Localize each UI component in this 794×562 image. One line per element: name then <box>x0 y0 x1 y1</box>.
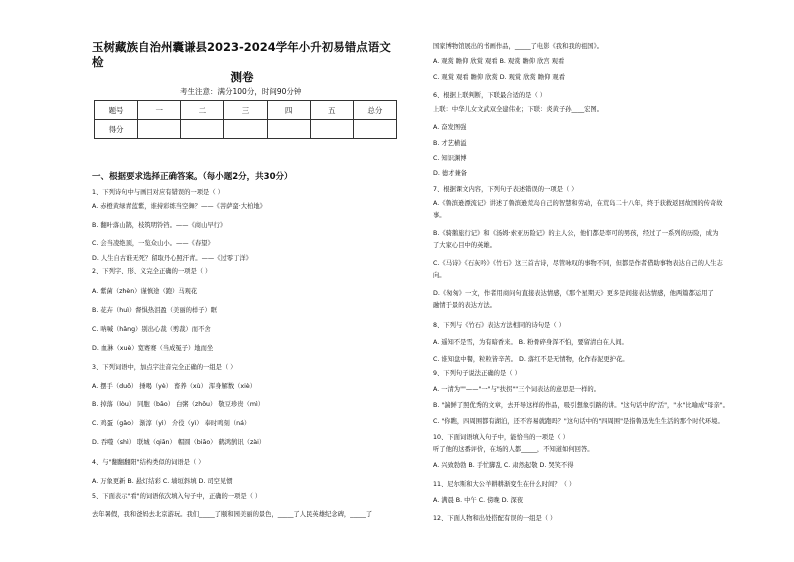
question-line: B.《骑鹅旅行记》和《汤姆·索亚历险记》的主人公，他们都是率可的男孩，经过了一系列的历险，成为 <box>433 230 719 237</box>
score-header-cell: 四 <box>267 101 310 120</box>
question-line: 5、下面表示"看"的词语依次填入句子中，正确的一项是（ ） <box>92 493 262 500</box>
question-line: 7、根据课文内容，下列句子表述错误的一项是（ ） <box>433 186 578 193</box>
question-line: 3、下列词语中，加点字注音完全正确的一组是（ ） <box>92 364 237 371</box>
question-line: D. 血淋（xuè）宽赛赛（当成冤子）地而坐 <box>92 345 214 352</box>
question-line: C.《马诗》《石灰吟》《竹石》这三首古诗，尽管咏叹的事物不同，但都是作者借助事物表达自己的人生志 <box>433 260 723 267</box>
question-line: A. 观赏 瞻仰 欣赏 观看 B. 观赏 瞻仰 欣宫 观看 <box>433 58 565 65</box>
question-line: A. 赤橙黄绿青蓝紫，谁持彩练当空舞？——《菩萨蛮·大柏地》 <box>92 203 266 210</box>
score-table-header-row <box>95 101 397 120</box>
question-line: C. 观赏 观看 瞻仰 欣赏 D. 观赏 欣赏 瞻仰 观看 <box>433 74 566 81</box>
question-line: C. 呐喊（hǎng）别出心裁（剪裁）而不舍 <box>92 326 211 333</box>
score-header-cell: 总分 <box>353 101 396 120</box>
question-line: A. 万象更新 B. 悬灯结彩 C. 墙垣斜填 D. 司空见惯 <box>92 478 233 485</box>
question-line: 了大家心目中的英雄。 <box>433 242 496 249</box>
score-cell[interactable] <box>310 120 353 139</box>
right-page <box>397 0 794 562</box>
question-line: 6、根据上联判断，下联最合适的是（ ） <box>433 92 547 99</box>
question-line: A. 满晨 B. 中午 C. 傍晚 D. 深夜 <box>433 497 524 504</box>
exam-notice: 考生注意：满分100分，时间90分钟 <box>180 87 302 96</box>
question-line: 11、尼尔斯和大公羊耕耕渐变生在什么时间？（ ） <box>433 481 576 488</box>
page-title <box>92 40 392 85</box>
question-line: C. "你瞧，四周围都有湖泊，还不容易就跑吗？"这句话中的"四周围"是指鲁迅先生生活的那个时代环境。 <box>433 418 724 425</box>
title-line-1: 玉树藏族自治州囊谦县2023-2024学年小升初易错点语文检 <box>92 40 391 69</box>
question-line: B. "湍鲜了照优秀的文章，去开导这样的作品，吸引想象引路的讲。"这句话中的"活"，"水"比喻成"母亲"。 <box>433 402 729 409</box>
question-line: C. 知识渊博 <box>433 155 467 162</box>
question-line: B. 花卉（huì）督惧热泪盈（美丽的样子）眶 <box>92 307 218 314</box>
score-cell[interactable] <box>224 120 267 139</box>
question-line: 4、与"翻翻翻阳"结构类似的词语是（ ） <box>92 459 205 466</box>
question-line: 12、下面人物和出处搭配有误的一组是（ ） <box>433 515 557 522</box>
question-line: A. 摆手（duō） 捶喝（yè） 畜养（xù） 浑身解数（xiè） <box>92 383 257 390</box>
score-table <box>94 100 397 139</box>
score-header-cell: 二 <box>181 101 224 120</box>
score-header-cell: 五 <box>310 101 353 120</box>
score-cell[interactable] <box>267 120 310 139</box>
question-line: A.《鲁滨逊漂流记》讲述了鲁滨逊荒岛自己的智慧和劳动，在荒岛二十八年，终于获救返回故国的传奇故 <box>433 200 723 207</box>
section-heading: 一、根据要求选择正确答案。（每小题2分，共30分） <box>92 172 293 182</box>
question-line: C. 谁知盘中餐，粒粒皆辛苦。 D. 落红不是无情物，化作春泥更护花。 <box>433 356 629 363</box>
title-line-2: 测卷 <box>230 70 254 84</box>
question-line: 听了他的这番评价，在场的人都_____，不知道如何回答。 <box>433 446 594 453</box>
question-line: 2、下列字、形、义完全正确的一项是（ ） <box>92 268 212 275</box>
question-line: D. 吞噬（shì） 联城（qiān） 帽圆（biāo） 鹤鸿鹄讯（zài） <box>92 439 266 446</box>
score-cell[interactable] <box>181 120 224 139</box>
question-line: 去年暑假，我和爸妈去北京游玩。我们_____了颐和园美丽的景色，_____了人民英雄纪念碑，_____了 <box>92 511 373 518</box>
question-line: 1、下列诗句中与画目对应有错误的一项是（ ） <box>92 189 224 196</box>
score-cell[interactable] <box>353 120 396 139</box>
question-line: D. 人生自古谁无死？留取丹心照汗青。——《过零丁洋》 <box>92 255 252 262</box>
question-line: A. 奋发图强 <box>433 124 467 131</box>
question-line: C. 会当凌绝顶，一览众山小。——《春望》 <box>92 240 214 247</box>
question-line: 9、下列句子说法正确的是（ ） <box>433 370 521 377</box>
score-header-cell: 一 <box>138 101 181 120</box>
question-line: B. 才艺横溢 <box>433 140 467 147</box>
question-line: 向。 <box>433 272 446 279</box>
score-header-cell: 三 <box>224 101 267 120</box>
question-line: D. 德才兼备 <box>433 170 468 177</box>
question-line: 上联：中华儿女文武双全建伟业；下联：炎黄子孙____宏图。 <box>433 106 604 113</box>
question-line: C. 鸡蛋（gǎo） 渐淳（yì） 介役（yì） 奉时鸣刻（ná） <box>92 420 251 427</box>
score-header-cell: 题号 <box>95 101 138 120</box>
question-line: 国家博物馆展出的书画作品，_____了电影《我和我的祖国》。 <box>433 43 604 50</box>
question-line: 8、下列与《竹石》表达方法相同的诗句是（ ） <box>433 322 565 329</box>
score-table-score-row <box>95 120 397 139</box>
question-line: D.《匆匆》一文，作者用商问句直接表达情感，《那个星期天》更多是间接表达情感，他两篇都运用了 <box>433 290 714 297</box>
question-line: A. 一清为""——"一"与"扶拐""三个词表达的意思是一样的。 <box>433 386 601 393</box>
question-line: A. 遥知不是雪，为有暗香来。 B. 粉骨碎身浑不怕，要留清白在人间。 <box>433 339 628 346</box>
question-line: A. 兴致勃勃 B. 手忙脚乱 C. 肃然起敬 D. 哭笑不得 <box>433 462 574 469</box>
score-row-label: 得分 <box>95 120 138 139</box>
question-line: 事。 <box>433 212 446 219</box>
score-cell[interactable] <box>138 120 181 139</box>
question-line: 10、下面词语填入句子中，能恰当的一项是（ ） <box>433 434 569 441</box>
question-line: B. 翻叶落山鹊，枝筑明铃铛。——《商山早行》 <box>92 222 227 229</box>
question-line: 融情于景的表达方法。 <box>433 302 496 309</box>
question-line: A. 紫菌（zhèn）谨慎途（跑）马观花 <box>92 288 198 295</box>
question-line: B. 掉落（lòu） 同胞（bāo） 白粥（zhōu） 敬豆珍贵（mì） <box>92 401 264 408</box>
